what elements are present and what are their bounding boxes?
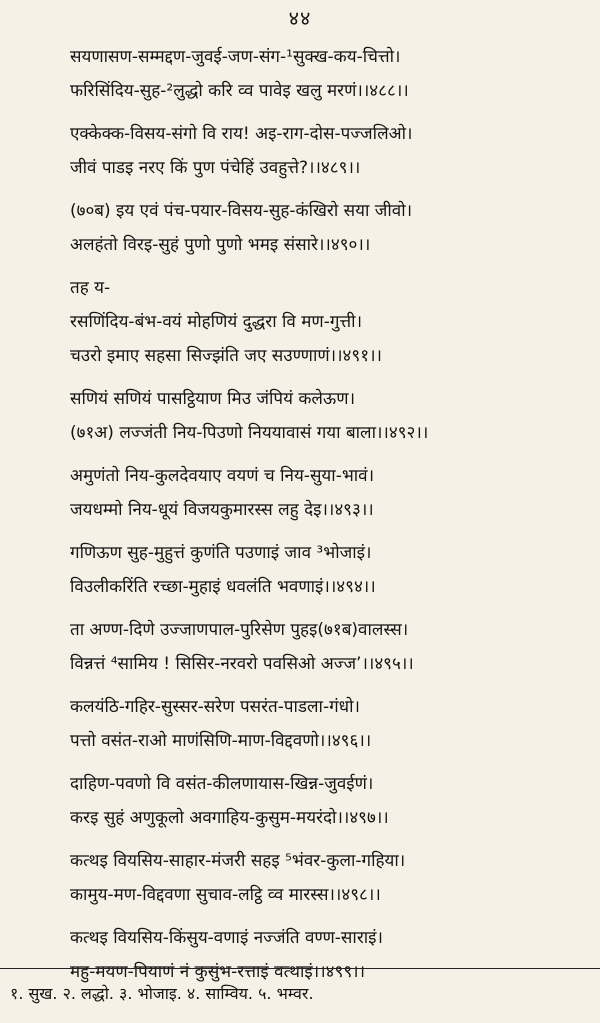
- verse-line: सणियं सणियं पासट्ठियाण मिउ जंपियं कलेऊण।: [70, 389, 356, 409]
- stanza: [70, 40, 572, 108]
- footnotes: १. सुख. २. लद्धो. ३. भोजाइ. ४. साम्विय. ५. भम्वर.: [10, 984, 314, 1003]
- verse-line: ता अण्ण-दिणे उज्जाणपाल-पुरिसेण पुहइ(७१ब)वालस्स।: [70, 620, 409, 640]
- stanza: [70, 117, 572, 185]
- stanza: [70, 536, 572, 604]
- verse-line: फरिसिंदिय-सुह-²लुद्धो करि व्व पावेइ खलु मरणं।।४८८।।: [70, 81, 409, 101]
- footnote-divider: [0, 968, 600, 969]
- stanza: [70, 690, 572, 758]
- verse-line: विउलीकरिंति रच्छा-मुहाइं धवलंति भवणाइं।।४९४।।: [70, 577, 376, 597]
- verse-line: जीवं पाडइ नरए किं पुण पंचेहिं उवहुत्ते?।।४८९।।: [70, 158, 361, 178]
- verse-line: कत्थइ वियसिय-साहार-मंजरी सहइ ⁵भंवर-कुला-गहिया।: [70, 851, 406, 871]
- verse-line: सयणासण-सम्मद्दण-जुवई-जण-संग-¹सुक्ख-कय-चित्तो।: [70, 47, 401, 67]
- verse-block: [70, 40, 572, 998]
- verse-line: विन्नत्तं ⁴सामिय ! सिसिर-नरवरो पवसिओ अज्ज’।।४९५।।: [70, 654, 414, 674]
- verse-line: (७१अ) लज्जंती निय-पिउणो निययावासं गया बाला।।४९२।।: [70, 423, 429, 443]
- stanza: [70, 271, 572, 373]
- stanza: [70, 459, 572, 527]
- page-number: ४४: [288, 6, 312, 30]
- verse-line: महु-मयण-पियाणं नं कुसुंभ-रत्ताइं वत्थाइं।।४९९।।: [70, 962, 366, 982]
- stanza: [70, 767, 572, 835]
- stanza: [70, 194, 572, 262]
- verse-line: (७०ब) इय एवं पंच-पयार-विसय-सुह-कंखिरो सया जीवो।: [70, 201, 413, 221]
- verse-line: करइ सुहं अणुकूलो अवगाहिय-कुसुम-मयरंदो।।४९७।।: [70, 808, 389, 828]
- verse-line: कामुय-मण-विद्दवणा सुचाव-लट्ठि व्व मारस्स।।४९८।।: [70, 885, 381, 905]
- verse-line: गणिऊण सुह-मुहुत्तं कुणंति पउणाइं जाव ³भोजाइं।: [70, 543, 372, 563]
- verse-line: जयधम्मो निय-धूयं विजयकुमारस्स लहु देइ।।४९३।।: [70, 500, 374, 520]
- stanza: [70, 921, 572, 989]
- verse-line: कत्थइ वियसिय-किंसुय-वणाइं नज्जंति वण्ण-साराइं।: [70, 928, 383, 948]
- stanza: [70, 844, 572, 912]
- verse-line: एक्केक्क-विसय-संगो वि राय! अइ-राग-दोस-पज्जलिओ।: [70, 124, 413, 144]
- verse-line: पत्तो वसंत-राओ माणंसिणि-माण-विद्दवणो।।४९६।।: [70, 731, 372, 751]
- verse-line: रसणिंदिय-बंभ-वयं मोहणियं दुद्धरा वि मण-गुत्ती।: [70, 312, 363, 332]
- stanza: [70, 613, 572, 681]
- verse-line: अलहंतो विरइ-सुहं पुणो पुणो भमइ संसारे।।४९०।।: [70, 235, 371, 255]
- verse-line: कलयंठि-गहिर-सुस्सर-सरेण पसरंत-पाडला-गंधो।: [70, 697, 360, 717]
- verse-line: तह य-: [70, 278, 111, 298]
- verse-line: दाहिण-पवणो वि वसंत-कीलणायास-खिन्न-जुवईणं।: [70, 774, 374, 794]
- verse-line: चउरो इमाए सहसा सिज्झंति जए सउण्णाणं।।४९१।।: [70, 346, 382, 366]
- stanza: [70, 382, 572, 450]
- verse-line: अमुणंतो निय-कुलदेवयाए वयणं च निय-सुया-भावं।: [70, 466, 375, 486]
